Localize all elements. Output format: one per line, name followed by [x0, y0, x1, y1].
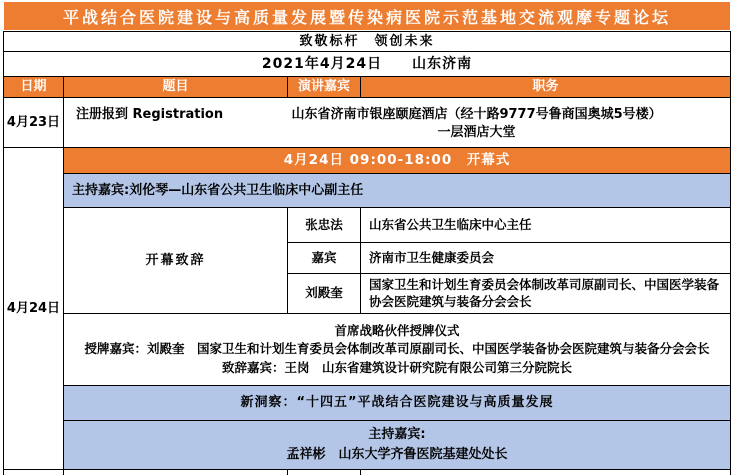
column-header-date: 日期 — [3, 76, 64, 98]
forum-title-banner — [4, 2, 730, 30]
session-host-cell — [63, 420, 731, 470]
next-row-partial-cell — [63, 469, 288, 475]
day2-date-cell: 4月24日 — [3, 147, 64, 470]
forum-date-location-row — [3, 51, 731, 77]
day1-venue-line1: 山东省济南市银座颐庭酒店（经十路9777号鲁商国奥城5号楼） — [291, 107, 662, 122]
forum-title: 平战结合医院建设与高质量发展暨传染病医院示范基地交流观摩专题论坛 — [62, 7, 671, 27]
speaker-position-cell: 济南市卫生健康委员会 — [360, 242, 731, 274]
day1-registration-row — [63, 97, 731, 148]
next-row-partial-cell — [360, 469, 731, 475]
session-host-label: 主持嘉宾: — [368, 426, 426, 442]
forum-date-location: 2021年4月24日 山东济南 — [261, 55, 473, 72]
session-host-name: 孟祥彬 山东大学齐鲁医院基建处处长 — [286, 447, 508, 462]
insight-session-banner: 新洞察：“十四五”平战结合医院建设与高质量发展 — [63, 385, 731, 421]
ceremony-speech-guest: 致辞嘉宾：王岗 山东省建筑设计研究院有限公司第三分院院长 — [221, 359, 572, 375]
opening-remarks-title-cell: 开幕致辞 — [63, 207, 288, 314]
speaker-name-cell: 刘殿奎 — [287, 273, 361, 314]
ceremony-award-guest: 授牌嘉宾：刘殿奎 国家卫生和计划生育委员会体制改革司原副司长、中国医学装备协会医院建筑与装备分会会长 — [84, 341, 710, 357]
day1-venue — [223, 106, 730, 141]
day1-topic: 注册报到 Registration — [76, 107, 224, 122]
column-header-speaker: 演讲嘉宾 — [287, 76, 361, 98]
column-header-topic: 题目 — [63, 76, 288, 98]
speaker-position-cell: 国家卫生和计划生育委员会体制改革司原副司长、中国医学装备协会医院建筑与装备分会会长 — [360, 273, 731, 314]
speaker-position-cell: 山东省公共卫生临床中心主任 — [360, 207, 731, 243]
next-row-partial-cell — [287, 469, 361, 475]
speaker-name-cell: 张忠法 — [287, 207, 361, 243]
plaque-ceremony-cell — [63, 313, 731, 386]
column-header-position: 职务 — [360, 76, 731, 98]
forum-slogan: 致敬标杆 领创未来 — [299, 33, 435, 49]
next-row-partial-cell — [3, 469, 64, 475]
speaker-name-cell: 嘉宾 — [287, 242, 361, 274]
day1-date-cell: 4月23日 — [3, 97, 64, 148]
ceremony-title: 首席战略伙伴授牌仪式 — [334, 323, 460, 339]
day2-host-row: 主持嘉宾:刘伦琴—山东省公共卫生临床中心副主任 — [63, 173, 731, 208]
day2-session-banner: 4月24日 09:00-18:00 开幕式 — [63, 147, 731, 174]
day1-venue-line2: 一层酒店大堂 — [437, 124, 516, 140]
forum-slogan-row — [3, 31, 731, 52]
